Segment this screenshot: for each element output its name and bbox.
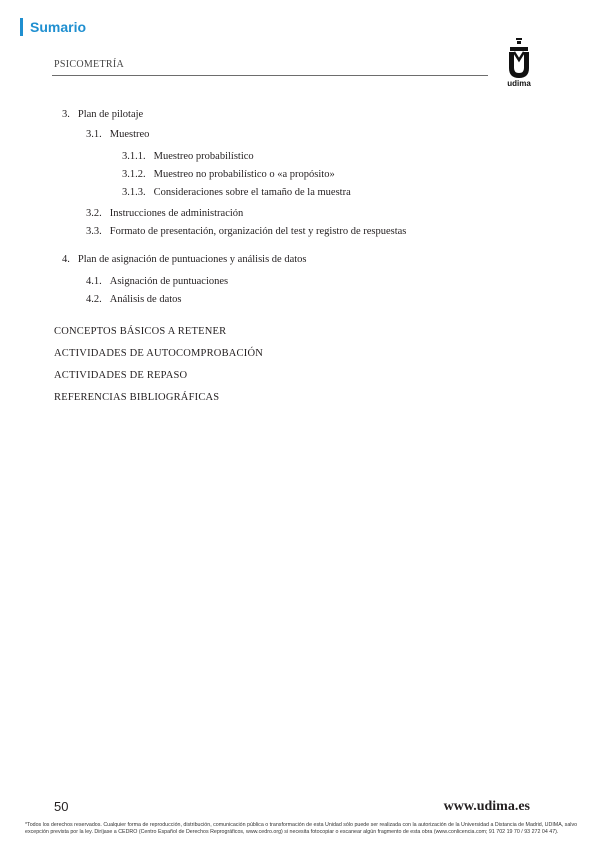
toc-number: 4.2. bbox=[86, 294, 102, 305]
toc-number: 3.2. bbox=[86, 208, 102, 219]
toc-extra-item[interactable]: ACTIVIDADES DE REPASO bbox=[54, 370, 188, 381]
toc-number: 3. bbox=[62, 109, 70, 120]
toc-extra-item[interactable]: REFERENCIAS BIBLIOGRÁFICAS bbox=[54, 392, 220, 403]
toc-number: 3.3. bbox=[86, 226, 102, 237]
toc-label: Muestreo no probabilístico o «a propósito» bbox=[153, 169, 335, 180]
page-number: 50 bbox=[54, 799, 69, 814]
toc-item[interactable] bbox=[122, 150, 254, 164]
toc-label: Análisis de datos bbox=[109, 294, 182, 305]
toc-extra-item[interactable]: ACTIVIDADES DE AUTOCOMPROBACIÓN bbox=[54, 348, 264, 359]
toc-item[interactable] bbox=[86, 128, 149, 142]
toc-label: Consideraciones sobre el tamaño de la muestra bbox=[153, 187, 351, 198]
toc-item[interactable] bbox=[122, 168, 335, 182]
toc-item[interactable] bbox=[86, 275, 228, 289]
toc-item[interactable] bbox=[62, 253, 307, 267]
toc-item[interactable] bbox=[86, 207, 243, 221]
logo-text: udima bbox=[507, 79, 531, 88]
toc-number: 3.1.2. bbox=[122, 169, 146, 180]
toc-label: Plan de asignación de puntuaciones y análisis de datos bbox=[77, 254, 307, 265]
legal-notice: *Todos los derechos reservados. Cualquier forma de reproducción, distribución, comunicación pública o transformación de esta Unidad sólo puede ser realizada con la autorización de la Universidad a Distancia de Madrid, UDIMA, salvo excepción prevista por la ley. Diríjase a CEDRO (Centro Español de Derechos Reprográficos, www.cedro.org) si necesita fotocopiar o escanear algún fragmento de esta obra (www.conlicencia.com; 91 702 19 70 / 93 272 04 47). bbox=[25, 822, 578, 836]
toc-label: Asignación de puntuaciones bbox=[109, 276, 229, 287]
toc-label: Formato de presentación, organización del test y registro de respuestas bbox=[109, 226, 407, 237]
toc-item[interactable] bbox=[86, 225, 406, 239]
toc-number: 3.1.1. bbox=[122, 151, 146, 162]
toc-extra-item[interactable]: CONCEPTOS BÁSICOS A RETENER bbox=[54, 326, 227, 337]
toc-label: Muestreo probabilístico bbox=[153, 151, 254, 162]
toc-label: Plan de pilotaje bbox=[77, 109, 144, 120]
toc-number: 3.1. bbox=[86, 129, 102, 140]
section-label: PSICOMETRÍA bbox=[54, 59, 124, 70]
toc-item[interactable] bbox=[122, 186, 351, 200]
page-title: Sumario bbox=[30, 19, 87, 35]
site-link[interactable]: www.udima.es bbox=[443, 799, 530, 814]
toc-number: 3.1.3. bbox=[122, 187, 146, 198]
toc-number: 4.1. bbox=[86, 276, 102, 287]
toc-item[interactable] bbox=[86, 293, 182, 307]
toc-label: Instrucciones de administración bbox=[109, 208, 244, 219]
toc-number: 4. bbox=[62, 254, 70, 265]
toc-label: Muestreo bbox=[109, 129, 150, 140]
toc-item[interactable] bbox=[62, 108, 143, 122]
